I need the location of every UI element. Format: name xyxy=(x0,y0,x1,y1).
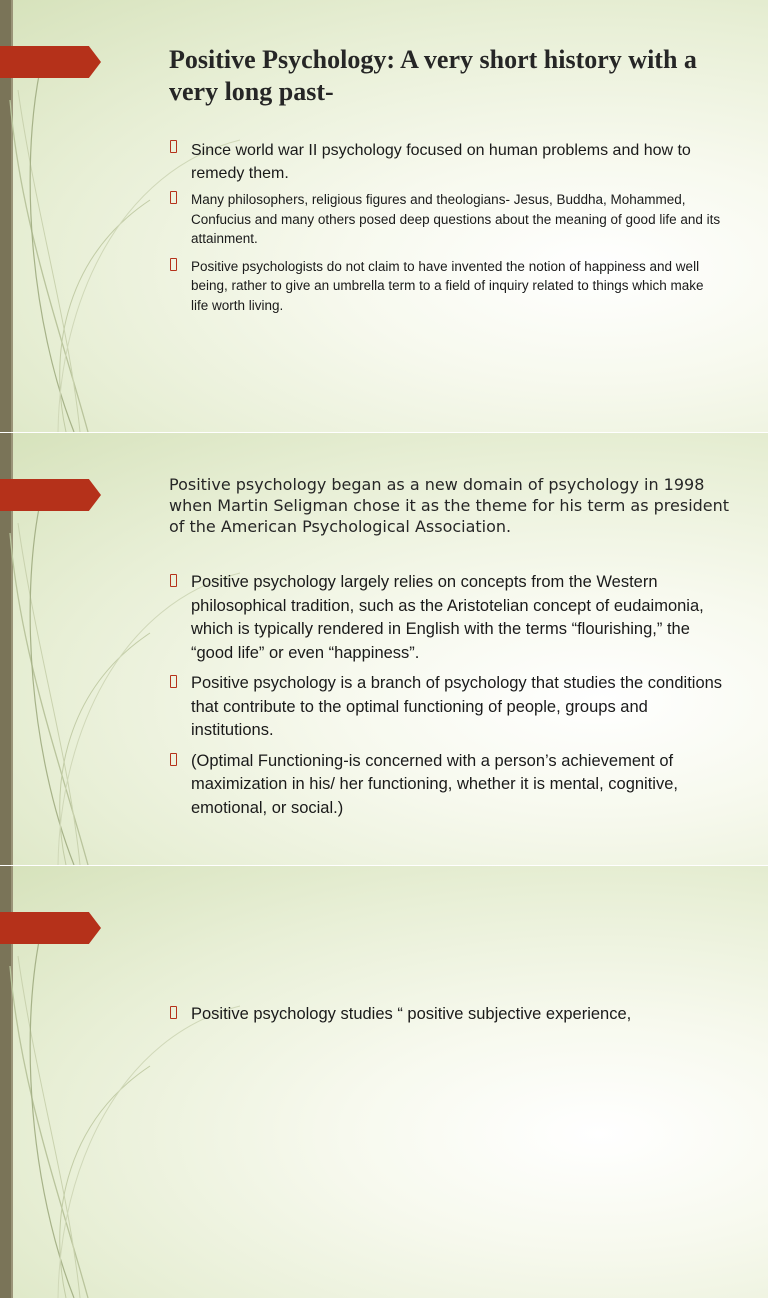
list-item-text: Positive psychology studies “ positive subjective experience, xyxy=(191,1005,632,1023)
bullet-list xyxy=(169,1003,729,1027)
bullet-list xyxy=(169,139,724,323)
list-item-text: Positive psychology is a branch of psychology that studies the conditions that contribute to the optimal functioning of people, groups and institutions. xyxy=(191,674,723,739)
list-item xyxy=(169,257,724,316)
intro-paragraph: Positive psychology began as a new domain of psychology in 1998 when Martin Seligman chose it as the theme for his term as president of the American Psychological Association. xyxy=(169,475,730,536)
square-bullet-icon xyxy=(170,191,177,204)
list-item xyxy=(169,672,724,743)
arrow-tab-icon xyxy=(0,46,101,78)
arrow-tab-icon xyxy=(0,479,101,511)
list-item xyxy=(169,1003,729,1027)
square-bullet-icon xyxy=(170,258,177,271)
bullet-list xyxy=(169,571,724,827)
square-bullet-icon xyxy=(170,1006,177,1019)
arrow-tab-icon xyxy=(0,912,101,944)
list-item-text: Many philosophers, religious figures and theologians- Jesus, Buddha, Mohammed, Confucius and many others posed deep questions about the meaning of good life and its attainment. xyxy=(191,192,721,246)
list-item xyxy=(169,571,724,665)
list-item-text: (Optimal Functioning-is concerned with a person’s achievement of maximization in his/ her functioning, whether it is mental, cognitive, emotional, or social.) xyxy=(191,751,678,817)
square-bullet-icon xyxy=(170,140,177,153)
list-item xyxy=(169,750,724,821)
list-item xyxy=(169,139,724,185)
list-item-text: Since world war II psychology focused on human problems and how to remedy them. xyxy=(191,142,691,182)
slide-title: Positive Psychology: A very short history with a very long past- xyxy=(169,45,697,106)
list-item-text: Positive psychology largely relies on concepts from the Western philosophical tradition, such as the Aristotelian concept of eudaimonia, which is typically rendered in English with the terms “flourishing,” the “good life” or even “happiness”. xyxy=(191,573,704,662)
square-bullet-icon xyxy=(170,574,177,587)
square-bullet-icon xyxy=(170,753,177,766)
list-item-text: Positive psychologists do not claim to have invented the notion of happiness and well being, rather to give an umbrella term to a field of inquiry related to things which make life worth living. xyxy=(191,258,704,313)
slide-3 xyxy=(0,866,768,1298)
square-bullet-icon xyxy=(170,675,177,688)
list-item xyxy=(169,190,724,249)
